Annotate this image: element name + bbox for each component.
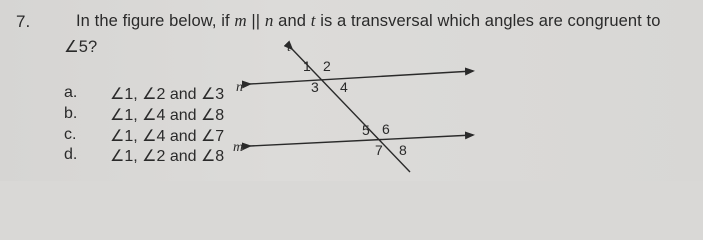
angle-label-6: 6 (382, 121, 390, 137)
angle-label-7: 7 (375, 142, 383, 158)
question-text-part-2: and (273, 12, 311, 30)
question-number: 7. (16, 12, 31, 31)
var-t: t (310, 11, 316, 30)
label-m: m (233, 140, 244, 155)
angle-label-5: 5 (362, 122, 370, 138)
parallel-symbol: || (246, 12, 265, 30)
var-m: m (234, 11, 247, 30)
choice-answer: ∠1, ∠2 and ∠3 (110, 86, 225, 103)
label-t: t (287, 40, 291, 55)
angle-label-4: 4 (340, 79, 348, 95)
choice-answer: ∠1, ∠4 and ∠8 (110, 107, 225, 124)
choice-answer: ∠1, ∠4 and ∠7 (110, 128, 225, 145)
label-n: n (236, 80, 243, 95)
line-n (250, 71, 473, 84)
angle-label-3: 3 (311, 79, 319, 95)
choice-letter: a. (64, 84, 78, 101)
choice-letter: c. (64, 126, 77, 143)
var-n: n (264, 11, 274, 30)
angle-label-8: 8 (399, 142, 407, 158)
question-line-2: ∠5? (64, 38, 98, 56)
question-text-part-1: In the figure below, if (76, 12, 235, 30)
question-text-part-3: is a transversal which angles are congruent to (315, 12, 661, 30)
angle-label-2: 2 (323, 58, 331, 74)
choice-letter: d. (64, 146, 78, 163)
choice-answer: ∠1, ∠2 and ∠8 (110, 148, 225, 165)
choice-letter: b. (64, 105, 78, 122)
angle-label-1: 1 (303, 58, 311, 74)
